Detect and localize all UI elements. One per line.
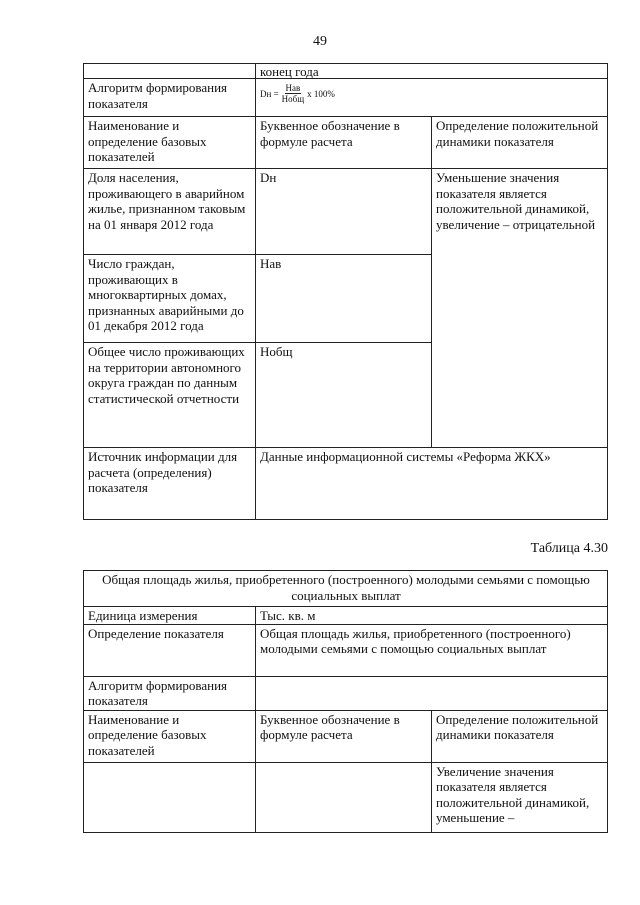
formula-cell (256, 79, 608, 117)
table-row (84, 624, 608, 676)
base-indicator-name: Общее число проживающих на территории автономного округа граждан по данным статистической отчетности (84, 343, 256, 448)
table-header-row (84, 117, 608, 169)
base-indicator-symbol: Dн (256, 169, 432, 255)
algorithm-value (256, 676, 608, 710)
unit-value: Тыс. кв. м (256, 607, 608, 625)
formula-lhs: Dн = (260, 88, 279, 99)
dynamics-cell: Уменьшение значения показателя является положительной динамикой, увеличение – отрицательной (432, 169, 608, 448)
indicator-table-2 (83, 570, 608, 833)
formula (260, 83, 335, 104)
table-row (84, 64, 608, 79)
definition-value: Общая площадь жилья, приобретенного (построенного) молодыми семьями с помощью социальных выплат (256, 624, 608, 676)
table-row (84, 79, 608, 117)
table-title-row (84, 571, 608, 607)
header-symbol-col: Буквенное обозначение в формуле расчета (256, 710, 432, 762)
base-indicator-name (84, 762, 256, 832)
table-row (84, 169, 608, 255)
formula-fraction (281, 83, 306, 104)
formula-numerator: Нав (285, 83, 301, 93)
table-header-row (84, 710, 608, 762)
table-row (84, 607, 608, 625)
table-row (84, 762, 608, 832)
base-indicator-symbol (256, 762, 432, 832)
dynamics-cell: Увеличение значения показателя является положительной динамикой, уменьшение – (432, 762, 608, 832)
source-value: Данные информационной системы «Реформа ЖКХ» (256, 448, 608, 520)
empty-cell (84, 64, 256, 79)
algorithm-label: Алгоритм формирования показателя (84, 676, 256, 710)
algorithm-label: Алгоритм формирования показателя (84, 79, 256, 117)
header-name-col: Наименование и определение базовых показателей (84, 710, 256, 762)
base-indicator-name: Доля населения, проживающего в аварийном жилье, признанном таковым на 01 января 2012 года (84, 169, 256, 255)
header-symbol-col: Буквенное обозначение в формуле расчета (256, 117, 432, 169)
header-name-col: Наименование и определение базовых показателей (84, 117, 256, 169)
formula-denominator: Нобщ (281, 94, 305, 104)
header-dynamics-col: Определение положительной динамики показателя (432, 710, 608, 762)
unit-label: Единица измерения (84, 607, 256, 625)
formula-multiplier: x 100% (307, 88, 335, 99)
base-indicator-symbol: Нобщ (256, 343, 432, 448)
source-label: Источник информации для расчета (определения) показателя (84, 448, 256, 520)
table-row (84, 676, 608, 710)
table-row (84, 448, 608, 520)
header-dynamics-col: Определение положительной динамики показателя (432, 117, 608, 169)
year-end-cell: конец года (256, 64, 608, 79)
page-number: 49 (313, 34, 327, 49)
table-caption: Таблица 4.30 (530, 541, 608, 556)
table-title: Общая площадь жилья, приобретенного (построенного) молодыми семьями с помощью социальных выплат (84, 571, 608, 607)
base-indicator-symbol: Нав (256, 255, 432, 343)
definition-label: Определение показателя (84, 624, 256, 676)
indicator-table-1 (83, 63, 608, 520)
base-indicator-name: Число граждан, проживающих в многоквартирных домах, признанных аварийными до 01 декабря 2012 года (84, 255, 256, 343)
